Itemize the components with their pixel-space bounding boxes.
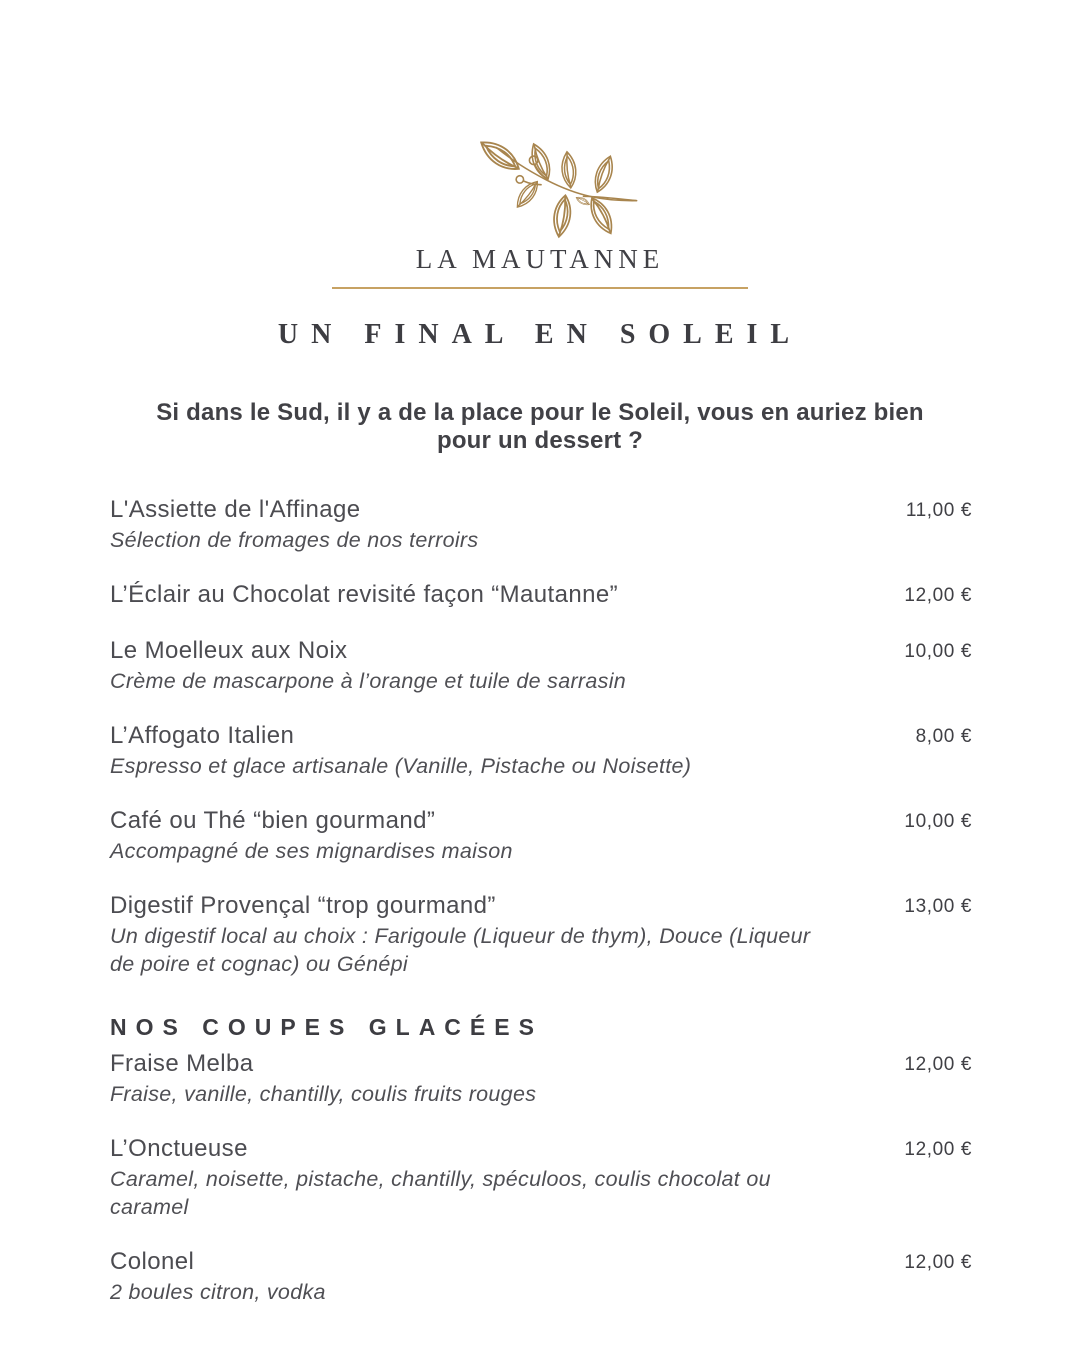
item-name: L’Éclair au Chocolat revisité façon “Mautanne” bbox=[110, 581, 618, 608]
item-name: Colonel bbox=[110, 1248, 195, 1275]
item-description: Caramel, noisette, pistache, chantilly, spéculoos, coulis chocolat ou caramel bbox=[110, 1167, 771, 1219]
menu-list bbox=[0, 495, 1080, 1306]
intro-line-1: Si dans le Sud, il y a de la place pour le Soleil, vous en auriez bien bbox=[156, 399, 924, 426]
item-name: Café ou Thé “bien gourmand” bbox=[110, 807, 436, 834]
item-price: 12,00 € bbox=[904, 1054, 972, 1075]
item-price: 12,00 € bbox=[904, 585, 972, 606]
item-name: L’Affogato Italien bbox=[110, 722, 295, 749]
menu-item bbox=[110, 1049, 972, 1108]
item-price: 12,00 € bbox=[904, 1252, 972, 1273]
menu-item-row bbox=[110, 495, 972, 525]
menu-item-row bbox=[110, 636, 972, 666]
menu-intro bbox=[0, 399, 1080, 455]
section-heading-coupes-glacees: NOS COUPES GLACÉES bbox=[110, 1014, 543, 1040]
item-name: Fraise Melba bbox=[110, 1050, 254, 1077]
menu-item bbox=[110, 721, 972, 780]
item-description: Fraise, vanille, chantilly, coulis fruits rouges bbox=[110, 1082, 537, 1106]
menu-item-row bbox=[110, 1247, 972, 1277]
item-price: 8,00 € bbox=[915, 726, 972, 747]
menu-item-row bbox=[110, 1049, 972, 1079]
menu-item bbox=[110, 1134, 972, 1221]
menu-item-row bbox=[110, 580, 972, 610]
item-price: 12,00 € bbox=[904, 1139, 972, 1160]
menu-item-row bbox=[110, 891, 972, 921]
menu-item-row bbox=[110, 806, 972, 836]
menu-title: UN FINAL EN SOLEIL bbox=[277, 319, 803, 350]
item-name: Digestif Provençal “trop gourmand” bbox=[110, 892, 496, 919]
item-price: 13,00 € bbox=[904, 896, 972, 917]
gold-divider bbox=[332, 287, 748, 289]
item-description: 2 boules citron, vodka bbox=[110, 1280, 326, 1304]
item-description: Accompagné de ses mignardises maison bbox=[110, 839, 513, 863]
menu-item bbox=[110, 1247, 972, 1306]
item-name: L'Assiette de l'Affinage bbox=[110, 496, 361, 523]
menu-item bbox=[110, 580, 972, 610]
item-name: Le Moelleux aux Noix bbox=[110, 637, 348, 664]
item-name: L’Onctueuse bbox=[110, 1135, 248, 1162]
intro-line-2: pour un dessert ? bbox=[436, 427, 644, 454]
item-description: Un digestif local au choix : Farigoule (Liqueur de thym), Douce (Liqueur de poire et cognac) ou Génépi bbox=[110, 924, 811, 976]
item-price: 11,00 € bbox=[905, 500, 972, 521]
menu-item bbox=[110, 636, 972, 695]
item-description: Sélection de fromages de nos terroirs bbox=[110, 528, 479, 552]
menu-item bbox=[110, 495, 972, 554]
item-description: Espresso et glace artisanale (Vanille, Pistache ou Noisette) bbox=[110, 754, 692, 778]
brand-header bbox=[0, 120, 1080, 455]
menu-item bbox=[110, 891, 972, 978]
branch-logo-icon bbox=[0, 120, 1080, 242]
menu-item-row bbox=[110, 1134, 972, 1164]
menu-item bbox=[110, 806, 972, 865]
item-price: 10,00 € bbox=[904, 641, 972, 662]
restaurant-name: LA MAUTANNE bbox=[415, 244, 665, 274]
menu-item-row bbox=[110, 721, 972, 751]
item-price: 10,00 € bbox=[904, 811, 972, 832]
item-description: Crème de mascarpone à l’orange et tuile de sarrasin bbox=[110, 669, 627, 693]
